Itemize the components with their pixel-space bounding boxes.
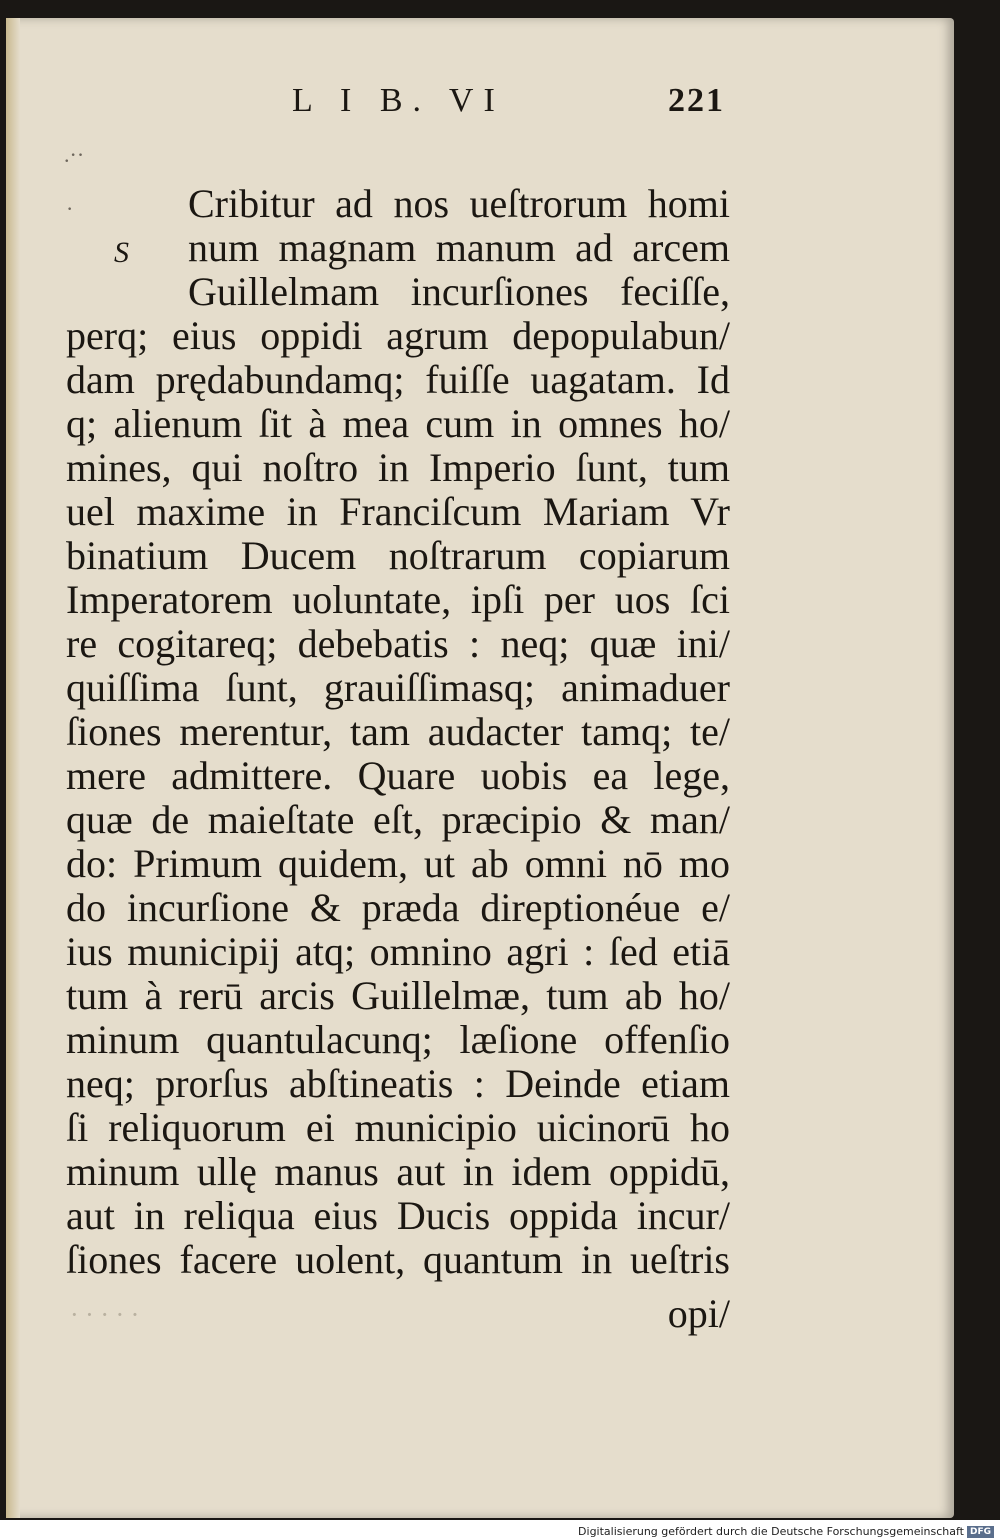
text-line: do: Primum quidem, ut ab omni nō mo (66, 842, 730, 886)
text-line: ſiones facere uolent, quantum in ueſtris (66, 1238, 730, 1282)
page-number: 221 (668, 82, 725, 119)
text-line: Guillelmam incurſiones feciſſe, (188, 270, 730, 314)
show-through-text: · · · · · (70, 1300, 140, 1329)
footer-credit-text: Digitalisierung gefördert durch die Deutsche Forschungsgemeinschaft (578, 1525, 964, 1538)
text-line: quiſſima ſunt, grauiſſimasq; animaduer (66, 666, 730, 710)
text-line: mere admittere. Quare uobis ea lege, (66, 754, 730, 798)
text-line: ſiones merentur, tam audacter tamq; te/ (66, 710, 730, 754)
text-line: minum ullę manus aut in idem oppidū, (66, 1150, 730, 1194)
text-line: quæ de maieſtate eſt, præcipio & man/ (66, 798, 730, 842)
text-line: minum quantulacunq; læſione offenſio (66, 1018, 730, 1062)
text-line: aut in reliqua eius Ducis oppida incur/ (66, 1194, 730, 1238)
text-line: do incurſione & præda direptionéue e/ (66, 886, 730, 930)
text-line: binatium Ducem noſtrarum copiarum (66, 534, 730, 578)
text-line: ius municipij atq; omnino agri : ſed etiā (66, 930, 730, 974)
page-gutter (6, 18, 20, 1518)
text-line: uel maxime in Franciſcum Mariam Vr (66, 490, 730, 534)
text-line: q; alienum ſit à mea cum in omnes ho/ (66, 402, 730, 446)
running-head: L I B. VI (292, 82, 505, 119)
page-header (0, 82, 1000, 122)
text-line: dam prędabundamq; fuiſſe uagatam. Id (66, 358, 730, 402)
dfg-logo: DFG (967, 1526, 994, 1538)
text-line: re cogitareq; debebatis : neq; quæ ini/ (66, 622, 730, 666)
text-line: mines, qui noſtro in Imperio ſunt, tum (66, 446, 730, 490)
margin-mark: · (66, 196, 74, 221)
margin-mark: .·· (64, 142, 85, 167)
footer-credit (578, 1525, 994, 1538)
text-line: num magnam manum ad arcem (188, 226, 730, 270)
text-line: Cribitur ad nos ueſtrorum homi (188, 182, 730, 226)
catchword: opi/ (667, 1291, 730, 1336)
initial-letter: S (114, 236, 129, 269)
text-line: perq; eius oppidi agrum depopulabun/ (66, 314, 730, 358)
text-line: Imperatorem uoluntate, ipſi per uos ſci (66, 578, 730, 622)
text-line: neq; prorſus abſtineatis : Deinde etiam (66, 1062, 730, 1106)
text-line: tum à rerū arcis Guillelmæ, tum ab ho/ (66, 974, 730, 1018)
text-line: ſi reliquorum ei municipio uicinorū ho (66, 1106, 730, 1150)
